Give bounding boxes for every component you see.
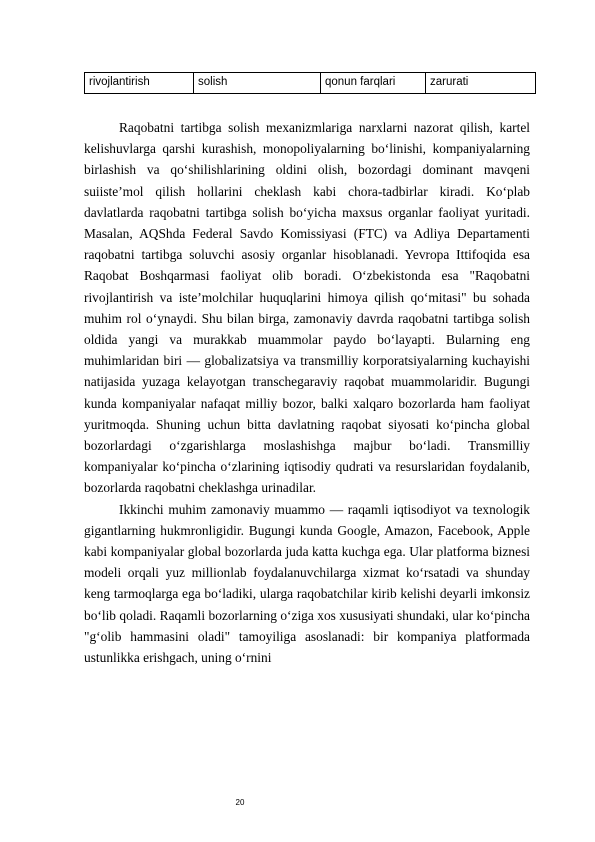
table-row: [85, 73, 536, 94]
table-cell: rivojlantirish: [85, 73, 194, 94]
body-text: [84, 117, 530, 668]
table-cell: qonun farqlari: [321, 73, 426, 94]
paragraph: Ikkinchi muhim zamonaviy muammo — raqamli iqtisodiyot va texnologik gigantlarning hukmronligidir. Bugungi kunda Google, Amazon, Facebook, Apple kabi kompaniyalar global bozorlarda juda katta kuchga ega. Ular platforma biznesi modeli orqali yuz millionlab foydalanuvchilarga xizmat ko‘rsatadi va shunday keng tarmoqlarga ega bo‘ladiki, ularga raqobatchilar kirib kelishi deyarli imkonsiz bo‘lib qoladi. Raqamli bozorlarning o‘ziga xos xususiyati shundaki, ular ko‘pincha "g‘olib hammasini oladi" tamoyiliga asoslanadi: bir kompaniya platformada ustunlikka erishgach, uning o‘rnini: [84, 501, 530, 666]
table-fragment: [84, 72, 536, 94]
paragraph: Raqobatni tartibga solish mexanizmlariga narxlarni nazorat qilish, kartel kelishuvlarga qarshi kurashish, monopoliyalarning bo‘linishi, kompaniyalarning birlashish va qo‘shilishlarining oldini olish, bozordagi dominant mavqeni suiiste’mol qilish hollarini cheklash kabi chora-tadbirlar kiradi. Ko‘plab davlatlarda raqobatni tartibga solish bo‘yicha maxsus organlar faoliyat yuritadi. Masalan, AQShda Federal Savdo Komissiyasi (FTC) va Adliya Departamenti raqobatni tartibga soluvchi asosiy organlar hisoblanadi. Yevropa Ittifoqida esa Raqobat Boshqarmasi faoliyat olib boradi. O‘zbekistonda esa "Raqobatni rivojlantirish va iste’molchilar huquqlarini himoya qilish qo‘mitasi" bu sohada muhim rol o‘ynaydi. Shu bilan birga, zamonaviy davrda raqobatni tartibga solish oldida yangi va murakkab muammolar paydo bo‘layapti. Bularning eng muhimlaridan biri — globalizatsiya va transmilliy korporatsiyalarning kuchayishi natijasida yuzaga kelayotgan transchegaraviy raqobat muammolaridir. Bugungi kunda kompaniyalar nafaqat milliy bozor, balki xalqaro bozorlarda ham faoliyat yuritmoqda. Shuning uchun bitta davlatning raqobat siyosati ko‘pincha global bozorlardagi o‘zgarishlarga moslashishga majbur bo‘ladi. Transmilliy kompaniyalar ko‘pincha o‘zlarining iqtisodiy qudrati va resurslaridan foydalanib, bozorlarda raqobatni cheklashga urinadilar.: [84, 120, 530, 496]
table-cell: zarurati: [426, 73, 536, 94]
page-number: 20: [235, 798, 245, 807]
table-cell: solish: [194, 73, 321, 94]
